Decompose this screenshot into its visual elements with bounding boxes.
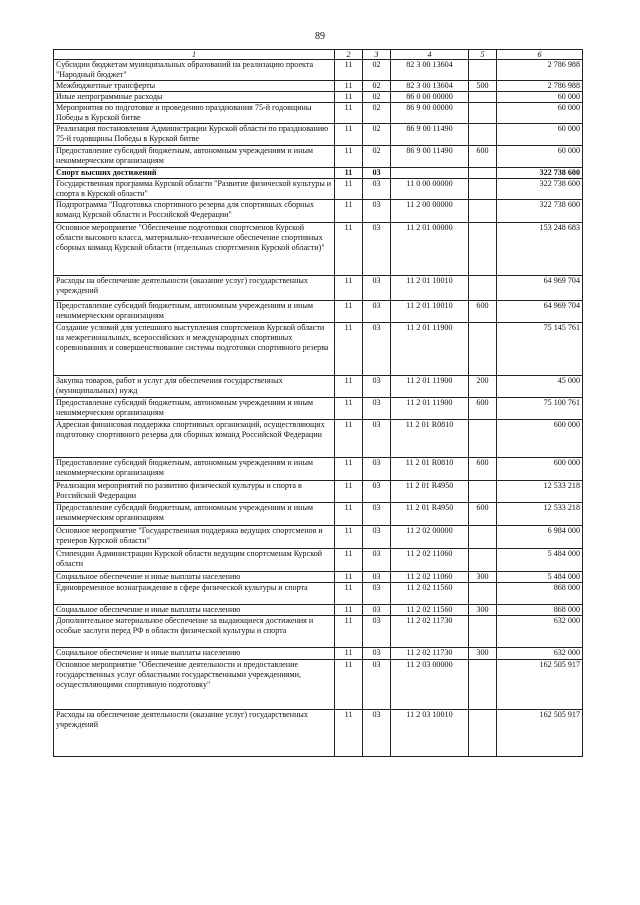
row-expense-type: 500 bbox=[469, 81, 497, 92]
row-target-code: 86 9 00 00000 bbox=[391, 103, 469, 124]
row-subsection: 03 bbox=[363, 276, 391, 301]
row-name: Спорт высших достижений bbox=[54, 168, 335, 179]
row-subsection: 03 bbox=[363, 200, 391, 223]
column-header: 6 bbox=[497, 50, 583, 60]
row-target-code: 86 9 00 11490 bbox=[391, 124, 469, 146]
row-expense-type bbox=[469, 481, 497, 503]
row-name: Иные непрограммные расходы bbox=[54, 92, 335, 103]
table-row bbox=[54, 146, 583, 168]
row-name: Закупка товаров, работ и услуг для обеспечения государственных (муниципальных) нужд bbox=[54, 376, 335, 398]
row-expense-type bbox=[469, 60, 497, 81]
row-target-code: 11 0 00 00000 bbox=[391, 179, 469, 200]
row-subsection: 03 bbox=[363, 301, 391, 323]
row-section: 11 bbox=[335, 60, 363, 81]
column-header: 2 bbox=[335, 50, 363, 60]
row-amount: 322 738 600 bbox=[497, 179, 583, 200]
row-subsection: 03 bbox=[363, 323, 391, 376]
row-subsection: 03 bbox=[363, 526, 391, 549]
row-amount: 600 000 bbox=[497, 420, 583, 458]
table-header-row bbox=[54, 50, 583, 60]
row-target-code: 11 2 02 11730 bbox=[391, 648, 469, 660]
row-name: Социальное обеспечение и иные выплаты населению bbox=[54, 605, 335, 616]
row-amount: 12 533 218 bbox=[497, 503, 583, 526]
table-row bbox=[54, 168, 583, 179]
row-expense-type bbox=[469, 583, 497, 605]
row-subsection: 03 bbox=[363, 648, 391, 660]
row-name: Реализация мероприятий по развитию физической культуры и спорта в Российской Федерации bbox=[54, 481, 335, 503]
table-row bbox=[54, 648, 583, 660]
row-section: 11 bbox=[335, 276, 363, 301]
row-target-code: 11 2 03 00000 bbox=[391, 660, 469, 710]
row-target-code: 11 2 00 00000 bbox=[391, 200, 469, 223]
row-name: Дополнительное материальное обеспечение за выдающиеся достижения и особые заслуги перед РФ в области физической культуры и спорта bbox=[54, 616, 335, 648]
row-subsection: 02 bbox=[363, 60, 391, 81]
row-subsection: 03 bbox=[363, 168, 391, 179]
table-row bbox=[54, 276, 583, 301]
row-section: 11 bbox=[335, 710, 363, 757]
row-amount: 60 000 bbox=[497, 103, 583, 124]
row-name: Государственная программа Курской области "Развитие физической культуры и спорта в Курской области" bbox=[54, 179, 335, 200]
row-expense-type: 600 bbox=[469, 398, 497, 420]
row-name: Основное мероприятие "Обеспечение подготовки спортсменов Курской области высокого класса, материально-техническое обеспечение спортивных сборных команд Курской области (отдельных спортсменов Курской области)" bbox=[54, 223, 335, 276]
row-target-code: 86 9 00 11490 bbox=[391, 146, 469, 168]
row-subsection: 03 bbox=[363, 398, 391, 420]
table-row bbox=[54, 526, 583, 549]
row-expense-type: 200 bbox=[469, 376, 497, 398]
row-target-code: 11 2 01 10010 bbox=[391, 276, 469, 301]
table-row bbox=[54, 549, 583, 572]
row-subsection: 02 bbox=[363, 103, 391, 124]
row-name: Стипендии Администрации Курской области ведущим спортсменам Курской области bbox=[54, 549, 335, 572]
row-name: Субсидии бюджетам муниципальных образований на реализацию проекта "Народный бюджет" bbox=[54, 60, 335, 81]
row-name: Предоставление субсидий бюджетным, автономным учреждениям и иным некоммерческим организациям bbox=[54, 146, 335, 168]
row-subsection: 03 bbox=[363, 481, 391, 503]
row-expense-type: 600 bbox=[469, 503, 497, 526]
row-section: 11 bbox=[335, 81, 363, 92]
row-target-code: 11 2 02 11060 bbox=[391, 549, 469, 572]
table-row bbox=[54, 710, 583, 757]
row-amount: 64 969 704 bbox=[497, 301, 583, 323]
row-section: 11 bbox=[335, 179, 363, 200]
row-target-code: 11 2 01 R0810 bbox=[391, 420, 469, 458]
row-amount: 75 100 761 bbox=[497, 398, 583, 420]
row-section: 11 bbox=[335, 660, 363, 710]
table-row bbox=[54, 481, 583, 503]
row-amount: 75 145 761 bbox=[497, 323, 583, 376]
row-expense-type bbox=[469, 276, 497, 301]
row-name: Расходы на обеспечение деятельности (оказание услуг) государственных учреждений bbox=[54, 276, 335, 301]
row-expense-type bbox=[469, 323, 497, 376]
row-expense-type bbox=[469, 92, 497, 103]
row-section: 11 bbox=[335, 648, 363, 660]
table-row bbox=[54, 200, 583, 223]
row-subsection: 02 bbox=[363, 81, 391, 92]
row-section: 11 bbox=[335, 124, 363, 146]
row-expense-type bbox=[469, 549, 497, 572]
table-row bbox=[54, 103, 583, 124]
row-subsection: 03 bbox=[363, 458, 391, 481]
row-section: 11 bbox=[335, 376, 363, 398]
row-section: 11 bbox=[335, 605, 363, 616]
row-target-code: 11 2 01 11900 bbox=[391, 398, 469, 420]
page-number: 89 bbox=[315, 31, 325, 42]
row-expense-type: 600 bbox=[469, 458, 497, 481]
table-row bbox=[54, 92, 583, 103]
row-name: Расходы на обеспечение деятельности (оказание услуг) государственных учреждений bbox=[54, 710, 335, 757]
row-target-code: 11 2 03 10010 bbox=[391, 710, 469, 757]
row-expense-type: 600 bbox=[469, 301, 497, 323]
table-row bbox=[54, 583, 583, 605]
row-section: 11 bbox=[335, 503, 363, 526]
row-section: 11 bbox=[335, 323, 363, 376]
row-name: Предоставление субсидий бюджетным, автономным учреждениям и иным некоммерческим организациям bbox=[54, 301, 335, 323]
row-name: Социальное обеспечение и иные выплаты населению bbox=[54, 572, 335, 583]
row-section: 11 bbox=[335, 481, 363, 503]
table-row bbox=[54, 503, 583, 526]
row-target-code bbox=[391, 168, 469, 179]
row-name: Реализация постановления Администрации Курской области по празднованию 75-й годовщины Победы в Курской битве bbox=[54, 124, 335, 146]
column-header: 1 bbox=[54, 50, 335, 60]
table-row bbox=[54, 572, 583, 583]
row-subsection: 03 bbox=[363, 223, 391, 276]
row-section: 11 bbox=[335, 458, 363, 481]
row-subsection: 03 bbox=[363, 179, 391, 200]
row-target-code: 11 2 01 R4950 bbox=[391, 481, 469, 503]
budget-table bbox=[53, 49, 583, 757]
row-expense-type bbox=[469, 526, 497, 549]
row-name: Подпрограмма "Подготовка спортивного резерва для спортивных сборных команд Курской области и Российской Федерации" bbox=[54, 200, 335, 223]
row-amount: 600 000 bbox=[497, 458, 583, 481]
row-name: Предоставление субсидий бюджетным, автономным учреждениям и иным некоммерческим организациям bbox=[54, 458, 335, 481]
row-amount: 2 786 988 bbox=[497, 60, 583, 81]
row-amount: 60 000 bbox=[497, 92, 583, 103]
row-name: Межбюджетные трансферты bbox=[54, 81, 335, 92]
row-section: 11 bbox=[335, 146, 363, 168]
row-target-code: 11 2 01 10010 bbox=[391, 301, 469, 323]
row-amount: 868 000 bbox=[497, 605, 583, 616]
row-section: 11 bbox=[335, 92, 363, 103]
row-target-code: 11 2 01 00000 bbox=[391, 223, 469, 276]
row-subsection: 02 bbox=[363, 124, 391, 146]
row-expense-type: 300 bbox=[469, 605, 497, 616]
row-subsection: 03 bbox=[363, 660, 391, 710]
row-amount: 162 505 917 bbox=[497, 660, 583, 710]
table-row bbox=[54, 660, 583, 710]
table-row bbox=[54, 60, 583, 81]
row-amount: 64 969 704 bbox=[497, 276, 583, 301]
row-target-code: 11 2 02 11560 bbox=[391, 605, 469, 616]
table-row bbox=[54, 179, 583, 200]
row-expense-type bbox=[469, 168, 497, 179]
row-target-code: 11 2 02 11560 bbox=[391, 583, 469, 605]
row-section: 11 bbox=[335, 549, 363, 572]
column-header: 5 bbox=[469, 50, 497, 60]
table-row bbox=[54, 605, 583, 616]
column-header: 3 bbox=[363, 50, 391, 60]
table-row bbox=[54, 398, 583, 420]
row-name: Единовременное вознаграждение в сфере физической культуры и спорта bbox=[54, 583, 335, 605]
row-target-code: 82 3 00 13604 bbox=[391, 60, 469, 81]
row-name: Предоставление субсидий бюджетным, автономным учреждениям и иным некоммерческим организациям bbox=[54, 398, 335, 420]
row-target-code: 86 0 00 00000 bbox=[391, 92, 469, 103]
row-section: 11 bbox=[335, 223, 363, 276]
row-section: 11 bbox=[335, 103, 363, 124]
row-amount: 632 000 bbox=[497, 648, 583, 660]
row-expense-type bbox=[469, 710, 497, 757]
table-row bbox=[54, 376, 583, 398]
row-subsection: 03 bbox=[363, 616, 391, 648]
row-target-code: 11 2 01 11900 bbox=[391, 376, 469, 398]
row-section: 11 bbox=[335, 301, 363, 323]
row-expense-type: 600 bbox=[469, 146, 497, 168]
table-row bbox=[54, 323, 583, 376]
row-target-code: 11 2 01 R0810 bbox=[391, 458, 469, 481]
row-expense-type bbox=[469, 420, 497, 458]
row-expense-type: 300 bbox=[469, 648, 497, 660]
row-expense-type: 300 bbox=[469, 572, 497, 583]
row-target-code: 11 2 01 R4950 bbox=[391, 503, 469, 526]
row-subsection: 03 bbox=[363, 549, 391, 572]
row-amount: 60 000 bbox=[497, 146, 583, 168]
row-subsection: 03 bbox=[363, 572, 391, 583]
table-row bbox=[54, 223, 583, 276]
row-name: Социальное обеспечение и иные выплаты населению bbox=[54, 648, 335, 660]
row-target-code: 11 2 02 00000 bbox=[391, 526, 469, 549]
row-name: Мероприятия по подготовке и проведению празднования 75-й годовщины Победы в Курской битве bbox=[54, 103, 335, 124]
row-name: Адресная финансовая поддержка спортивных организаций, осуществляющих подготовку спортивного резерва для сборных команд Российской Федерации bbox=[54, 420, 335, 458]
row-section: 11 bbox=[335, 168, 363, 179]
row-section: 11 bbox=[335, 583, 363, 605]
row-amount: 153 248 683 bbox=[497, 223, 583, 276]
row-target-code: 11 2 02 11730 bbox=[391, 616, 469, 648]
row-expense-type bbox=[469, 223, 497, 276]
table-row bbox=[54, 301, 583, 323]
row-expense-type bbox=[469, 103, 497, 124]
table-row bbox=[54, 420, 583, 458]
row-amount: 6 984 000 bbox=[497, 526, 583, 549]
row-expense-type bbox=[469, 660, 497, 710]
row-subsection: 03 bbox=[363, 420, 391, 458]
row-amount: 5 484 000 bbox=[497, 549, 583, 572]
row-amount: 45 000 bbox=[497, 376, 583, 398]
row-subsection: 03 bbox=[363, 605, 391, 616]
table-row bbox=[54, 458, 583, 481]
row-name: Создание условий для успешного выступления спортсменов Курской области на межрегиональных, всероссийских и международных спортивных соревнованиях и совершенствование системы подготовки спортивного резерва bbox=[54, 323, 335, 376]
column-header: 4 bbox=[391, 50, 469, 60]
row-subsection: 03 bbox=[363, 376, 391, 398]
row-section: 11 bbox=[335, 200, 363, 223]
row-subsection: 03 bbox=[363, 583, 391, 605]
row-section: 11 bbox=[335, 616, 363, 648]
row-expense-type bbox=[469, 200, 497, 223]
row-amount: 632 000 bbox=[497, 616, 583, 648]
table-row bbox=[54, 124, 583, 146]
row-section: 11 bbox=[335, 572, 363, 583]
row-amount: 5 484 000 bbox=[497, 572, 583, 583]
row-target-code: 11 2 02 11060 bbox=[391, 572, 469, 583]
row-subsection: 02 bbox=[363, 146, 391, 168]
row-amount: 2 786 988 bbox=[497, 81, 583, 92]
row-amount: 868 000 bbox=[497, 583, 583, 605]
row-target-code: 82 3 00 13604 bbox=[391, 81, 469, 92]
row-expense-type bbox=[469, 616, 497, 648]
row-subsection: 03 bbox=[363, 710, 391, 757]
row-target-code: 11 2 01 11900 bbox=[391, 323, 469, 376]
row-name: Основное мероприятие "Обеспечение деятельности и предоставление государственных услуг областными государственными учреждениями, осуществляющими спортивную подготовку" bbox=[54, 660, 335, 710]
row-section: 11 bbox=[335, 526, 363, 549]
row-name: Предоставление субсидий бюджетным, автономным учреждениям и иным некоммерческим организациям bbox=[54, 503, 335, 526]
row-section: 11 bbox=[335, 420, 363, 458]
row-subsection: 02 bbox=[363, 92, 391, 103]
row-amount: 60 000 bbox=[497, 124, 583, 146]
row-name: Основное мероприятие "Государственная поддержка ведущих спортсменов и тренеров Курской области" bbox=[54, 526, 335, 549]
table-row bbox=[54, 81, 583, 92]
row-amount: 12 533 218 bbox=[497, 481, 583, 503]
row-amount: 322 738 600 bbox=[497, 200, 583, 223]
row-amount: 322 738 600 bbox=[497, 168, 583, 179]
row-expense-type bbox=[469, 124, 497, 146]
row-expense-type bbox=[469, 179, 497, 200]
table-row bbox=[54, 616, 583, 648]
row-subsection: 03 bbox=[363, 503, 391, 526]
row-section: 11 bbox=[335, 398, 363, 420]
row-amount: 162 505 917 bbox=[497, 710, 583, 757]
